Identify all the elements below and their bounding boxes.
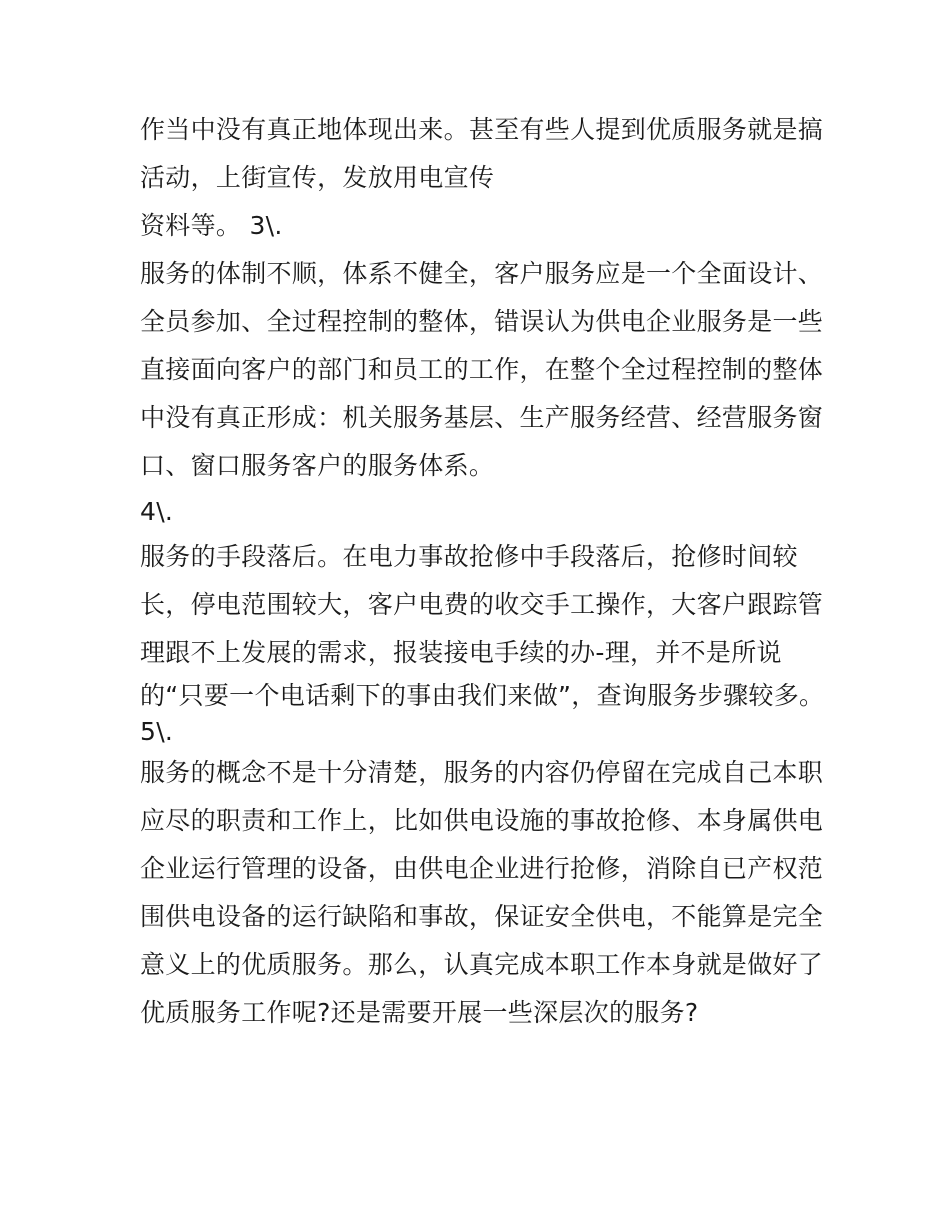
text-line: 直接面向客户的部门和员工的工作，在整个全过程控制的整体	[140, 355, 824, 384]
text-line: 全员参加、全过程控制的整体，错误认为供电企业服务是一些	[140, 307, 824, 336]
text-line: 活动，上街宣传，发放用电宣传	[140, 163, 495, 192]
text-line: 应尽的职责和工作上，比如供电设施的事故抢修、本身属供电	[140, 806, 824, 835]
text-line: 资料等。 3\.	[140, 211, 283, 240]
text-line: 中没有真正形成：机关服务基层、生产服务经营、经营服务窗	[140, 403, 824, 432]
text-line: 意义上的优质服务。那么，认真完成本职工作本身就是做好了	[140, 950, 824, 979]
text-line: 长，停电范围较大，客户电费的收交手工操作，大客户跟踪管	[140, 590, 824, 619]
list-number: 5\.	[140, 717, 174, 746]
text-line: 理跟不上发展的需求，报装接电手续的办-理，并不是所说	[140, 638, 782, 667]
text-line: 的“只要一个电话剩下的事由我们来做”，查询服务步骤较多。	[140, 681, 825, 710]
list-number: 4\.	[140, 497, 174, 526]
text-line: 企业运行管理的设备，由供电企业进行抢修，消除自已产权范	[140, 854, 824, 883]
text-line: 围供电设备的运行缺陷和事故，保证安全供电，不能算是完全	[140, 902, 824, 931]
text-line: 作当中没有真正地体现出来。甚至有些人提到优质服务就是搞	[140, 115, 824, 144]
text-line: 口、窗口服务客户的服务体系。	[140, 451, 495, 480]
text-line: 服务的概念不是十分清楚，服务的内容仍停留在完成自己本职	[140, 758, 824, 787]
text-line: 服务的手段落后。在电力事故抢修中手段落后，抢修时间较	[140, 542, 798, 571]
text-line: 服务的体制不顺，体系不健全，客户服务应是一个全面设计、	[140, 259, 824, 288]
text-line: 优质服务工作呢?还是需要开展一些深层次的服务?	[140, 998, 699, 1027]
document-body	[140, 106, 825, 1037]
